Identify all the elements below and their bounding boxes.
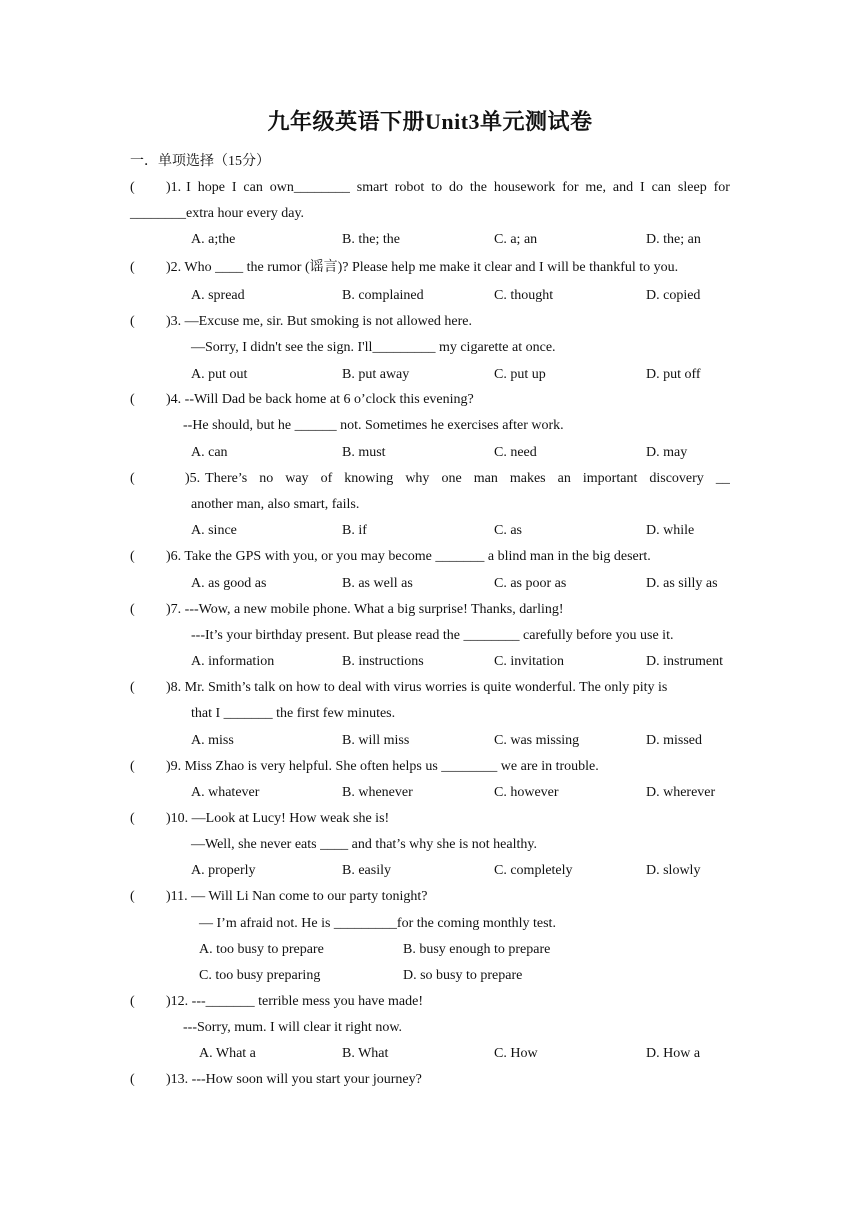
answer-option[interactable]: B. instructions (342, 654, 424, 669)
answer-option[interactable]: B. put away (342, 367, 410, 382)
question-word: do (448, 180, 463, 195)
question-text: Take the GPS with you, or you may become _______ a blind man in the big desert. (181, 549, 651, 564)
answer-option[interactable]: A. miss (191, 733, 234, 748)
answer-option[interactable]: C. too busy preparing (199, 968, 321, 983)
answer-option[interactable]: D. while (646, 523, 695, 538)
question-text: ―Excuse me, sir. But smoking is not allowed here. (181, 314, 473, 329)
answer-blank[interactable]: ( (130, 994, 135, 1009)
answer-option[interactable]: A. too busy to prepare (199, 942, 324, 957)
question-word: I (640, 180, 645, 195)
question-word: the (469, 180, 487, 195)
answer-option[interactable]: C. invitation (494, 654, 564, 669)
question-word: I (231, 180, 237, 195)
question-stem (130, 993, 423, 1011)
answer-option[interactable]: B. busy enough to prepare (403, 942, 551, 957)
answer-blank[interactable]: ( (130, 549, 135, 564)
answer-blank[interactable]: ( (130, 602, 135, 617)
question-word: to (431, 180, 443, 195)
answer-option[interactable]: C. was missing (494, 733, 580, 748)
question-number: )5. (185, 471, 201, 486)
question-word: for (713, 180, 730, 195)
question-word: an (557, 471, 571, 486)
answer-option[interactable]: B. if (342, 523, 367, 538)
question-stem (130, 679, 667, 697)
question-stem (130, 313, 472, 331)
question-text: Who ____ the rumor (谣言)? Please help me make it clear and I will be thankful to you. (181, 260, 679, 275)
question-number: )1. (166, 180, 182, 195)
answer-option[interactable]: D. put off (646, 367, 701, 382)
answer-option[interactable]: B. What (342, 1046, 389, 1061)
question-text: ---How soon will you start your journey? (188, 1072, 422, 1087)
answer-option[interactable]: A. can (191, 445, 228, 460)
answer-option[interactable]: D. wherever (646, 785, 716, 800)
question-word: hope (197, 180, 225, 195)
question-word: no (259, 471, 274, 486)
question-word: man (473, 471, 498, 486)
answer-option[interactable]: B. complained (342, 288, 424, 303)
question-word: and (612, 180, 634, 195)
answer-blank[interactable]: ( (130, 260, 135, 275)
answer-blank[interactable]: ( (130, 314, 135, 329)
question-continuation: that I _______ the first few minutes. (191, 706, 396, 721)
question-word: of (320, 471, 333, 486)
answer-option[interactable]: A. since (191, 523, 237, 538)
question-number: )9. (166, 759, 182, 774)
question-word: own________ (269, 180, 350, 195)
question-text: ---Wow, a new mobile phone. What a big surprise! Thanks, darling! (181, 602, 564, 617)
answer-option[interactable]: C. put up (494, 367, 546, 382)
question-number: )8. (166, 680, 182, 695)
question-stem (130, 391, 474, 409)
question-word: way (285, 471, 309, 486)
answer-option[interactable]: A. a;the (191, 232, 236, 247)
question-text: ---_______ terrible mess you have made! (188, 994, 423, 1009)
answer-option[interactable]: C. a; an (494, 232, 538, 247)
question-text: —Look at Lucy! How weak she is! (188, 811, 390, 826)
answer-option[interactable]: C. as poor as (494, 576, 567, 591)
question-stem (130, 888, 428, 906)
question-word: makes (509, 471, 546, 486)
question-word: important (582, 471, 638, 486)
answer-option[interactable]: B. must (342, 445, 386, 460)
answer-option[interactable]: C. need (494, 445, 537, 460)
answer-option[interactable]: A. put out (191, 367, 248, 382)
answer-option[interactable]: B. the; the (342, 232, 400, 247)
question-number: )10. (166, 811, 189, 826)
question-stem (130, 601, 564, 619)
question-stem (130, 470, 730, 488)
question-stem (130, 758, 599, 776)
section-heading: 一．单项选择（15分） (130, 154, 270, 169)
question-number: )13. (166, 1072, 189, 1087)
question-text: Mr. Smith’s talk on how to deal with virus worries is quite wonderful. The only pity is (181, 680, 668, 695)
answer-blank[interactable]: ( (130, 889, 135, 904)
answer-option[interactable]: B. easily (342, 863, 391, 878)
answer-blank[interactable]: ( (130, 180, 135, 195)
answer-option[interactable]: D. so busy to prepare (403, 968, 523, 983)
question-number: )11. (166, 889, 188, 904)
answer-option[interactable]: C. thought (494, 288, 554, 303)
question-word: knowing (344, 471, 394, 486)
question-stem (130, 548, 651, 566)
question-word: one (441, 471, 462, 486)
question-word: can (651, 180, 672, 195)
question-number: )4. (166, 392, 182, 407)
answer-blank[interactable]: ( (130, 471, 135, 486)
question-word: sleep (677, 180, 707, 195)
question-word: smart (356, 180, 388, 195)
question-continuation: ---Sorry, mum. I will clear it right now. (183, 1020, 403, 1035)
answer-option[interactable]: C. however (494, 785, 559, 800)
answer-option[interactable]: A. What a (199, 1046, 256, 1061)
answer-option[interactable]: D. instrument (646, 654, 723, 669)
answer-option[interactable]: C. completely (494, 863, 573, 878)
answer-option[interactable]: A. properly (191, 863, 256, 878)
answer-option[interactable]: A. whatever (191, 785, 260, 800)
question-word: I (186, 180, 191, 195)
answer-option[interactable]: C. How (494, 1046, 538, 1061)
question-number: )3. (166, 314, 182, 329)
answer-blank[interactable]: ( (130, 392, 135, 407)
answer-option[interactable]: C. as (494, 523, 522, 538)
answer-blank[interactable]: ( (130, 680, 135, 695)
answer-option[interactable]: D. slowly (646, 863, 701, 878)
question-text: — Will Li Nan come to our party tonight? (187, 889, 428, 904)
answer-option[interactable]: D. as silly as (646, 576, 718, 591)
answer-option[interactable]: B. as well as (342, 576, 413, 591)
question-text (205, 470, 730, 488)
answer-blank[interactable]: ( (130, 1072, 135, 1087)
answer-option[interactable]: D. missed (646, 733, 702, 748)
question-continuation: — I’m afraid not. He is _________for the coming monthly test. (199, 916, 556, 931)
question-number: )2. (166, 260, 182, 275)
question-continuation: another man, also smart, fails. (191, 497, 360, 512)
question-word: There’s (205, 471, 248, 486)
answer-option[interactable]: D. the; an (646, 232, 701, 247)
question-continuation: ---It’s your birthday present. But please read the ________ carefully before you use it. (191, 628, 674, 643)
answer-option[interactable]: A. spread (191, 288, 245, 303)
question-stem (130, 179, 730, 197)
question-continuation: ________extra hour every day. (130, 206, 305, 221)
answer-option[interactable]: D. How a (646, 1046, 701, 1061)
question-word: robot (394, 180, 425, 195)
question-number: )12. (166, 994, 189, 1009)
question-word: discovery (649, 471, 704, 486)
answer-blank[interactable]: ( (130, 811, 135, 826)
answer-option[interactable]: A. information (191, 654, 275, 669)
question-continuation: ―Sorry, I didn't see the sign. I'll_________ my cigarette at once. (191, 340, 556, 355)
question-number: )7. (166, 602, 182, 617)
answer-option[interactable]: B. whenever (342, 785, 413, 800)
question-text: --Will Dad be back home at 6 o’clock this evening? (181, 392, 474, 407)
answer-option[interactable]: D. copied (646, 288, 701, 303)
question-stem (130, 810, 389, 828)
question-number: )6. (166, 549, 182, 564)
answer-option[interactable]: A. as good as (191, 576, 267, 591)
question-stem (130, 259, 678, 277)
question-text (186, 179, 730, 197)
question-word: why (405, 471, 430, 486)
question-stem (130, 1071, 422, 1089)
question-continuation: —Well, she never eats ____ and that’s why she is not healthy. (191, 837, 537, 852)
question-word: me, (585, 180, 607, 195)
question-word: __ (715, 471, 730, 486)
answer-option[interactable]: B. will miss (342, 733, 410, 748)
question-word: can (243, 180, 263, 195)
page-title: 九年级英语下册Unit3单元测试卷 (267, 109, 593, 134)
question-continuation: --He should, but he ______ not. Sometimes he exercises after work. (183, 418, 564, 433)
question-text: Miss Zhao is very helpful. She often helps us ________ we are in trouble. (181, 759, 599, 774)
answer-blank[interactable]: ( (130, 759, 135, 774)
question-word: for (562, 180, 579, 195)
question-word: housework (493, 180, 556, 195)
answer-option[interactable]: D. may (646, 445, 688, 460)
